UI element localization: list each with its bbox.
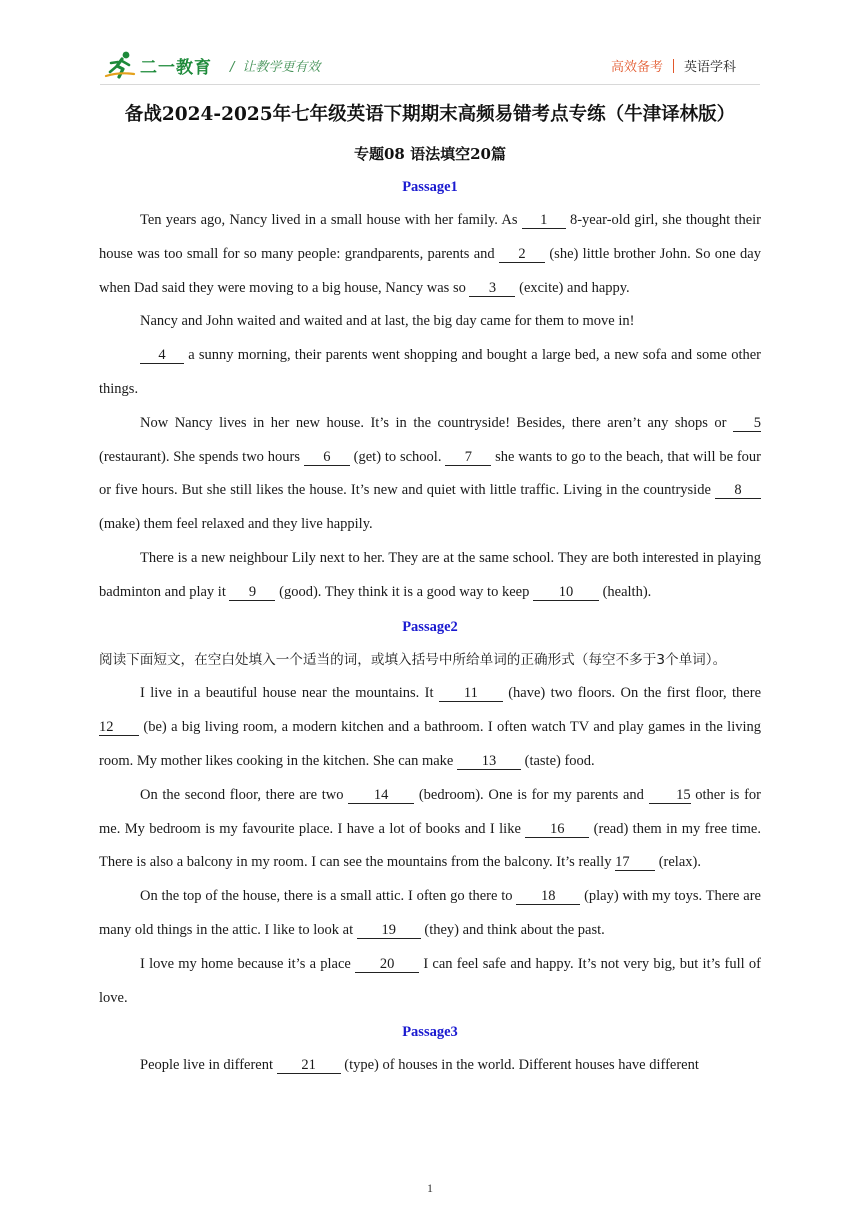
text: other is for me. My bedroom is my favourite place. I have a lot of books and I like [99, 786, 761, 837]
text: 8-year-old girl, she thought their house was too small for so many people: grandparents, parents and [99, 212, 761, 262]
answer-blank: 20 [355, 957, 419, 973]
text: (get) to school. [349, 448, 446, 465]
answer-blank: 9 [229, 585, 275, 601]
answer-blank: 5 [733, 416, 761, 432]
slogan-text: 让教学更有效 [242, 59, 321, 75]
answer-blank: 14 [348, 788, 414, 804]
text: (play) with my toys. There are many old things in the attic. I like to look at [99, 888, 761, 938]
text: I can feel safe and happy. It’s not very big, but it’s full of love. [99, 955, 761, 1006]
paragraph [99, 407, 761, 542]
answer-blank: 12 [99, 720, 139, 736]
header-tag-exam: 高效备考 [610, 60, 663, 75]
paragraph [99, 779, 761, 880]
answer-blank: 6 [304, 450, 350, 466]
slogan-separator: / [230, 59, 235, 75]
paragraph [99, 1049, 761, 1083]
text: I love my home because it’s a place [140, 955, 356, 972]
paragraph [99, 204, 761, 305]
document-subtitle: 专题08 语法填空20篇 [354, 145, 506, 163]
document-body [99, 170, 761, 1083]
header-tags [611, 56, 736, 75]
text: (she) little brother John. So one day when Dad said they were moving to a big house, Nancy was so [99, 245, 761, 296]
answer-blank: 15 [649, 788, 691, 804]
text: (they) and think about the past. [420, 921, 605, 938]
text: a sunny morning, their parents went shopping and bought a large bed, a new sofa and some other things. [99, 347, 761, 397]
answer-blank: 13 [457, 754, 521, 770]
answer-blank: 4 [140, 348, 184, 364]
text: There is a new neighbour Lily next to her. They are at the same school. They are both interested in playing badminton and play it [99, 549, 761, 600]
text: (taste) food. [521, 752, 595, 769]
paragraph [99, 880, 761, 948]
text: I live in a beautiful house near the mountains. It [140, 685, 439, 702]
paragraph [99, 677, 761, 778]
answer-blank: 8 [715, 483, 761, 499]
text: (relax). [655, 854, 701, 871]
text: People live in different [140, 1057, 277, 1074]
header-divider [673, 59, 674, 73]
answer-blank: 10 [533, 585, 599, 601]
answer-blank: 7 [445, 450, 491, 466]
answer-blank: 2 [499, 247, 545, 263]
text: (be) a big living room, a modern kitchen and a bathroom. I often watch TV and play games in the living room. My mother likes cooking in the kitchen. She can make [99, 719, 761, 769]
runner-logo-icon [104, 50, 138, 80]
answer-blank: 16 [525, 822, 589, 838]
text: she wants to go to the beach, that will be four or five hours. But she still likes the house. It’s new and quiet with little traffic. Living in the countryside [99, 448, 762, 499]
text: (have) two floors. On the first floor, there [502, 685, 762, 702]
text: On the top of the house, there is a small attic. I often go there to [140, 888, 517, 905]
header-tag-subject: 英语学科 [683, 60, 736, 75]
answer-blank: 19 [357, 923, 421, 939]
answer-blank: 21 [277, 1058, 341, 1074]
page-header [100, 44, 760, 85]
logo-text: 二一教育 [140, 57, 212, 78]
text: Ten years ago, Nancy lived in a small house with her family. As [140, 212, 522, 228]
text: (restaurant). She spends two hours [99, 448, 304, 465]
passage-heading: Passage3 [402, 1024, 458, 1041]
text: Now Nancy lives in her new house. It’s in the countryside! Besides, there aren’t any shops or [140, 414, 733, 431]
answer-blank: 18 [516, 889, 580, 905]
document-title: 备战2024-2025年七年级英语下期期末高频易错考点专练（牛津译林版） [124, 104, 736, 125]
text: (good). They think it is a good way to keep [275, 583, 533, 600]
text: (excite) and happy. [515, 279, 630, 296]
answer-blank: 17 [615, 855, 655, 871]
answer-blank: 11 [439, 686, 503, 702]
answer-blank: 3 [469, 281, 515, 297]
passage-heading: Passage1 [402, 179, 458, 195]
passage-heading: Passage2 [402, 618, 458, 635]
slogan [230, 56, 320, 75]
paragraph [99, 542, 761, 610]
page-number: 1 [427, 1181, 433, 1195]
paragraph: Nancy and John waited and waited and at last, the big day came for them to move in! [140, 313, 635, 330]
text: (type) of houses in the world. Different houses have different [340, 1057, 699, 1074]
logo [104, 48, 320, 82]
paragraph [99, 948, 761, 1016]
instruction: 阅读下面短文，在空白处填入一个适当的词，或填入括号中所给单词的正确形式（每空不多于3个单词）。 [99, 651, 727, 668]
text: (read) them in my free time. There is also a balcony in my room. I can see the mountains from the balcony. It’s really [99, 820, 761, 871]
text: (bedroom). One is for my parents and [414, 786, 649, 803]
text: (make) them feel relaxed and they live happily. [99, 516, 373, 533]
paragraph [99, 339, 761, 407]
answer-blank: 1 [522, 213, 566, 229]
text: On the second floor, there are two [140, 786, 349, 803]
text: (health). [598, 583, 652, 600]
